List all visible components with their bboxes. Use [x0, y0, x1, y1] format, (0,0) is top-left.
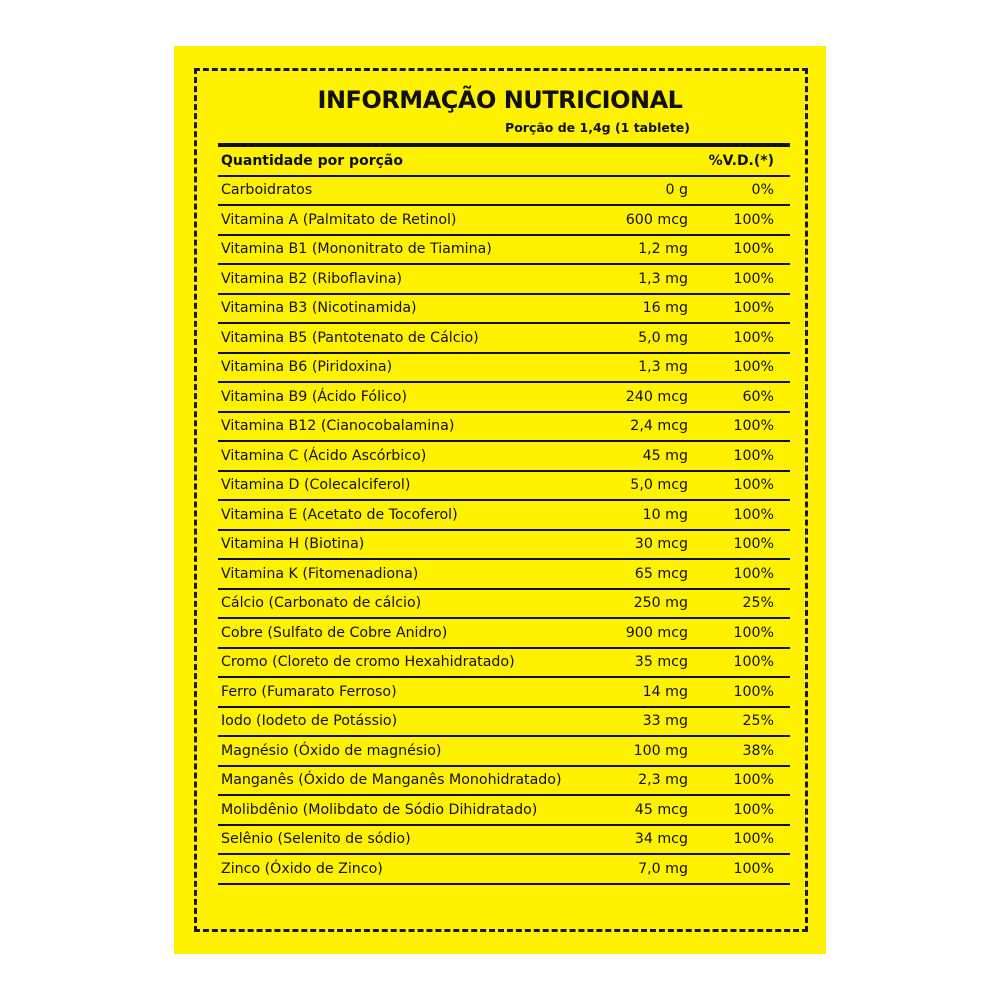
table-row	[218, 708, 790, 738]
nutrient-vd: 100%	[733, 359, 774, 376]
nutrient-vd: 100%	[733, 418, 774, 435]
nutrient-name: Vitamina B3 (Nicotinamida)	[221, 300, 417, 317]
nutrient-amount: 2,3 mg	[638, 772, 688, 789]
nutrient-vd: 100%	[733, 241, 774, 258]
nutrient-name: Vitamina C (Ácido Ascórbico)	[221, 447, 427, 464]
table-row	[218, 295, 790, 325]
header-vd-label: %V.D.(*)	[708, 152, 774, 169]
nutrient-amount: 1,3 mg	[638, 270, 688, 287]
nutrient-name: Manganês (Óxido de Manganês Monohidratado)	[221, 772, 562, 789]
nutrient-vd: 100%	[733, 772, 774, 789]
nutrient-amount: 65 mcg	[634, 565, 688, 582]
nutrient-name: Magnésio (Óxido de magnésio)	[221, 742, 442, 759]
nutrient-amount: 1,3 mg	[638, 359, 688, 376]
nutrient-amount: 35 mcg	[634, 654, 688, 671]
table-row	[218, 678, 790, 708]
nutrient-vd: 60%	[742, 388, 774, 405]
nutrient-amount: 34 mcg	[634, 831, 688, 848]
table-row	[218, 796, 790, 826]
nutrient-amount: 240 mcg	[625, 388, 688, 405]
nutrient-vd: 100%	[733, 270, 774, 287]
table-row	[218, 531, 790, 561]
nutrient-name: Cobre (Sulfato de Cobre Anidro)	[221, 624, 448, 641]
nutrient-amount: 1,2 mg	[638, 241, 688, 258]
nutrition-label	[174, 46, 826, 954]
nutrient-amount: 45 mg	[642, 447, 688, 464]
nutrient-name: Zinco (Óxido de Zinco)	[221, 860, 383, 877]
nutrient-vd: 100%	[733, 536, 774, 553]
table-header	[218, 147, 790, 177]
nutrient-name: Cromo (Cloreto de cromo Hexahidratado)	[221, 654, 515, 671]
nutrient-vd: 100%	[733, 447, 774, 464]
table-row	[218, 383, 790, 413]
serving-size: Porção de 1,4g (1 tablete)	[505, 120, 690, 135]
nutrient-name: Molibdênio (Molibdato de Sódio Dihidratado)	[221, 801, 538, 818]
nutrient-amount: 0 g	[665, 182, 688, 199]
nutrient-amount: 45 mcg	[634, 801, 688, 818]
nutrient-amount: 30 mcg	[634, 536, 688, 553]
table-row	[218, 206, 790, 236]
nutrient-vd: 100%	[733, 683, 774, 700]
nutrient-amount: 600 mcg	[625, 211, 688, 228]
table-row	[218, 236, 790, 266]
nutrient-name: Vitamina H (Biotina)	[221, 536, 365, 553]
table-row	[218, 354, 790, 384]
table-row	[218, 560, 790, 590]
nutrient-amount: 33 mg	[642, 713, 688, 730]
nutrient-amount: 900 mcg	[625, 624, 688, 641]
nutrient-name: Vitamina B5 (Pantotenato de Cálcio)	[221, 329, 479, 346]
nutrient-name: Ferro (Fumarato Ferroso)	[221, 683, 397, 700]
table-row	[218, 324, 790, 354]
nutrient-amount: 5,0 mg	[638, 329, 688, 346]
table-row	[218, 590, 790, 620]
nutrient-amount: 2,4 mcg	[630, 418, 688, 435]
nutrient-vd: 100%	[733, 831, 774, 848]
table-row	[218, 442, 790, 472]
table-row	[218, 177, 790, 207]
nutrient-vd: 100%	[733, 801, 774, 818]
nutrient-amount: 100 mg	[633, 742, 688, 759]
nutrient-vd: 100%	[733, 300, 774, 317]
nutrient-name: Vitamina B6 (Piridoxina)	[221, 359, 393, 376]
nutrient-name: Vitamina A (Palmitato de Retinol)	[221, 211, 457, 228]
table-row	[218, 649, 790, 679]
nutrient-name: Carboidratos	[221, 182, 313, 199]
nutrient-name: Vitamina B9 (Ácido Fólico)	[221, 388, 407, 405]
nutrient-name: Iodo (Iodeto de Potássio)	[221, 713, 398, 730]
nutrient-name: Cálcio (Carbonato de cálcio)	[221, 595, 422, 612]
nutrient-name: Vitamina B12 (Cianocobalamina)	[221, 418, 455, 435]
nutrient-vd: 100%	[733, 211, 774, 228]
nutrient-name: Vitamina E (Acetato de Tocoferol)	[221, 506, 458, 523]
table-row	[218, 855, 790, 885]
nutrient-vd: 100%	[733, 860, 774, 877]
nutrition-table	[218, 143, 790, 885]
header-quantity-label: Quantidade por porção	[221, 152, 403, 169]
table-row	[218, 826, 790, 856]
nutrient-vd: 100%	[733, 506, 774, 523]
nutrient-vd: 100%	[733, 654, 774, 671]
nutrient-name: Vitamina B2 (Riboflavina)	[221, 270, 403, 287]
nutrient-vd: 25%	[742, 595, 774, 612]
nutrient-amount: 16 mg	[642, 300, 688, 317]
table-row	[218, 265, 790, 295]
table-row	[218, 472, 790, 502]
nutrient-vd: 0%	[751, 182, 774, 199]
table-row	[218, 737, 790, 767]
nutrient-vd: 38%	[742, 742, 774, 759]
nutrient-vd: 100%	[733, 624, 774, 641]
nutrient-amount: 14 mg	[642, 683, 688, 700]
nutrient-amount: 10 mg	[642, 506, 688, 523]
nutrient-name: Vitamina D (Colecalciferol)	[221, 477, 411, 494]
nutrient-vd: 100%	[733, 565, 774, 582]
nutrient-name: Selênio (Selenito de sódio)	[221, 831, 411, 848]
table-row	[218, 501, 790, 531]
nutrient-name: Vitamina B1 (Mononitrato de Tiamina)	[221, 241, 492, 258]
nutrient-amount: 7,0 mg	[638, 860, 688, 877]
label-title: INFORMAÇÃO NUTRICIONAL	[317, 86, 683, 114]
nutrient-vd: 25%	[742, 713, 774, 730]
nutrient-vd: 100%	[733, 477, 774, 494]
nutrient-name: Vitamina K (Fitomenadiona)	[221, 565, 419, 582]
nutrient-amount: 5,0 mcg	[630, 477, 688, 494]
table-row	[218, 767, 790, 797]
table-row	[218, 413, 790, 443]
nutrient-vd: 100%	[733, 329, 774, 346]
nutrient-amount: 250 mg	[633, 595, 688, 612]
table-row	[218, 619, 790, 649]
